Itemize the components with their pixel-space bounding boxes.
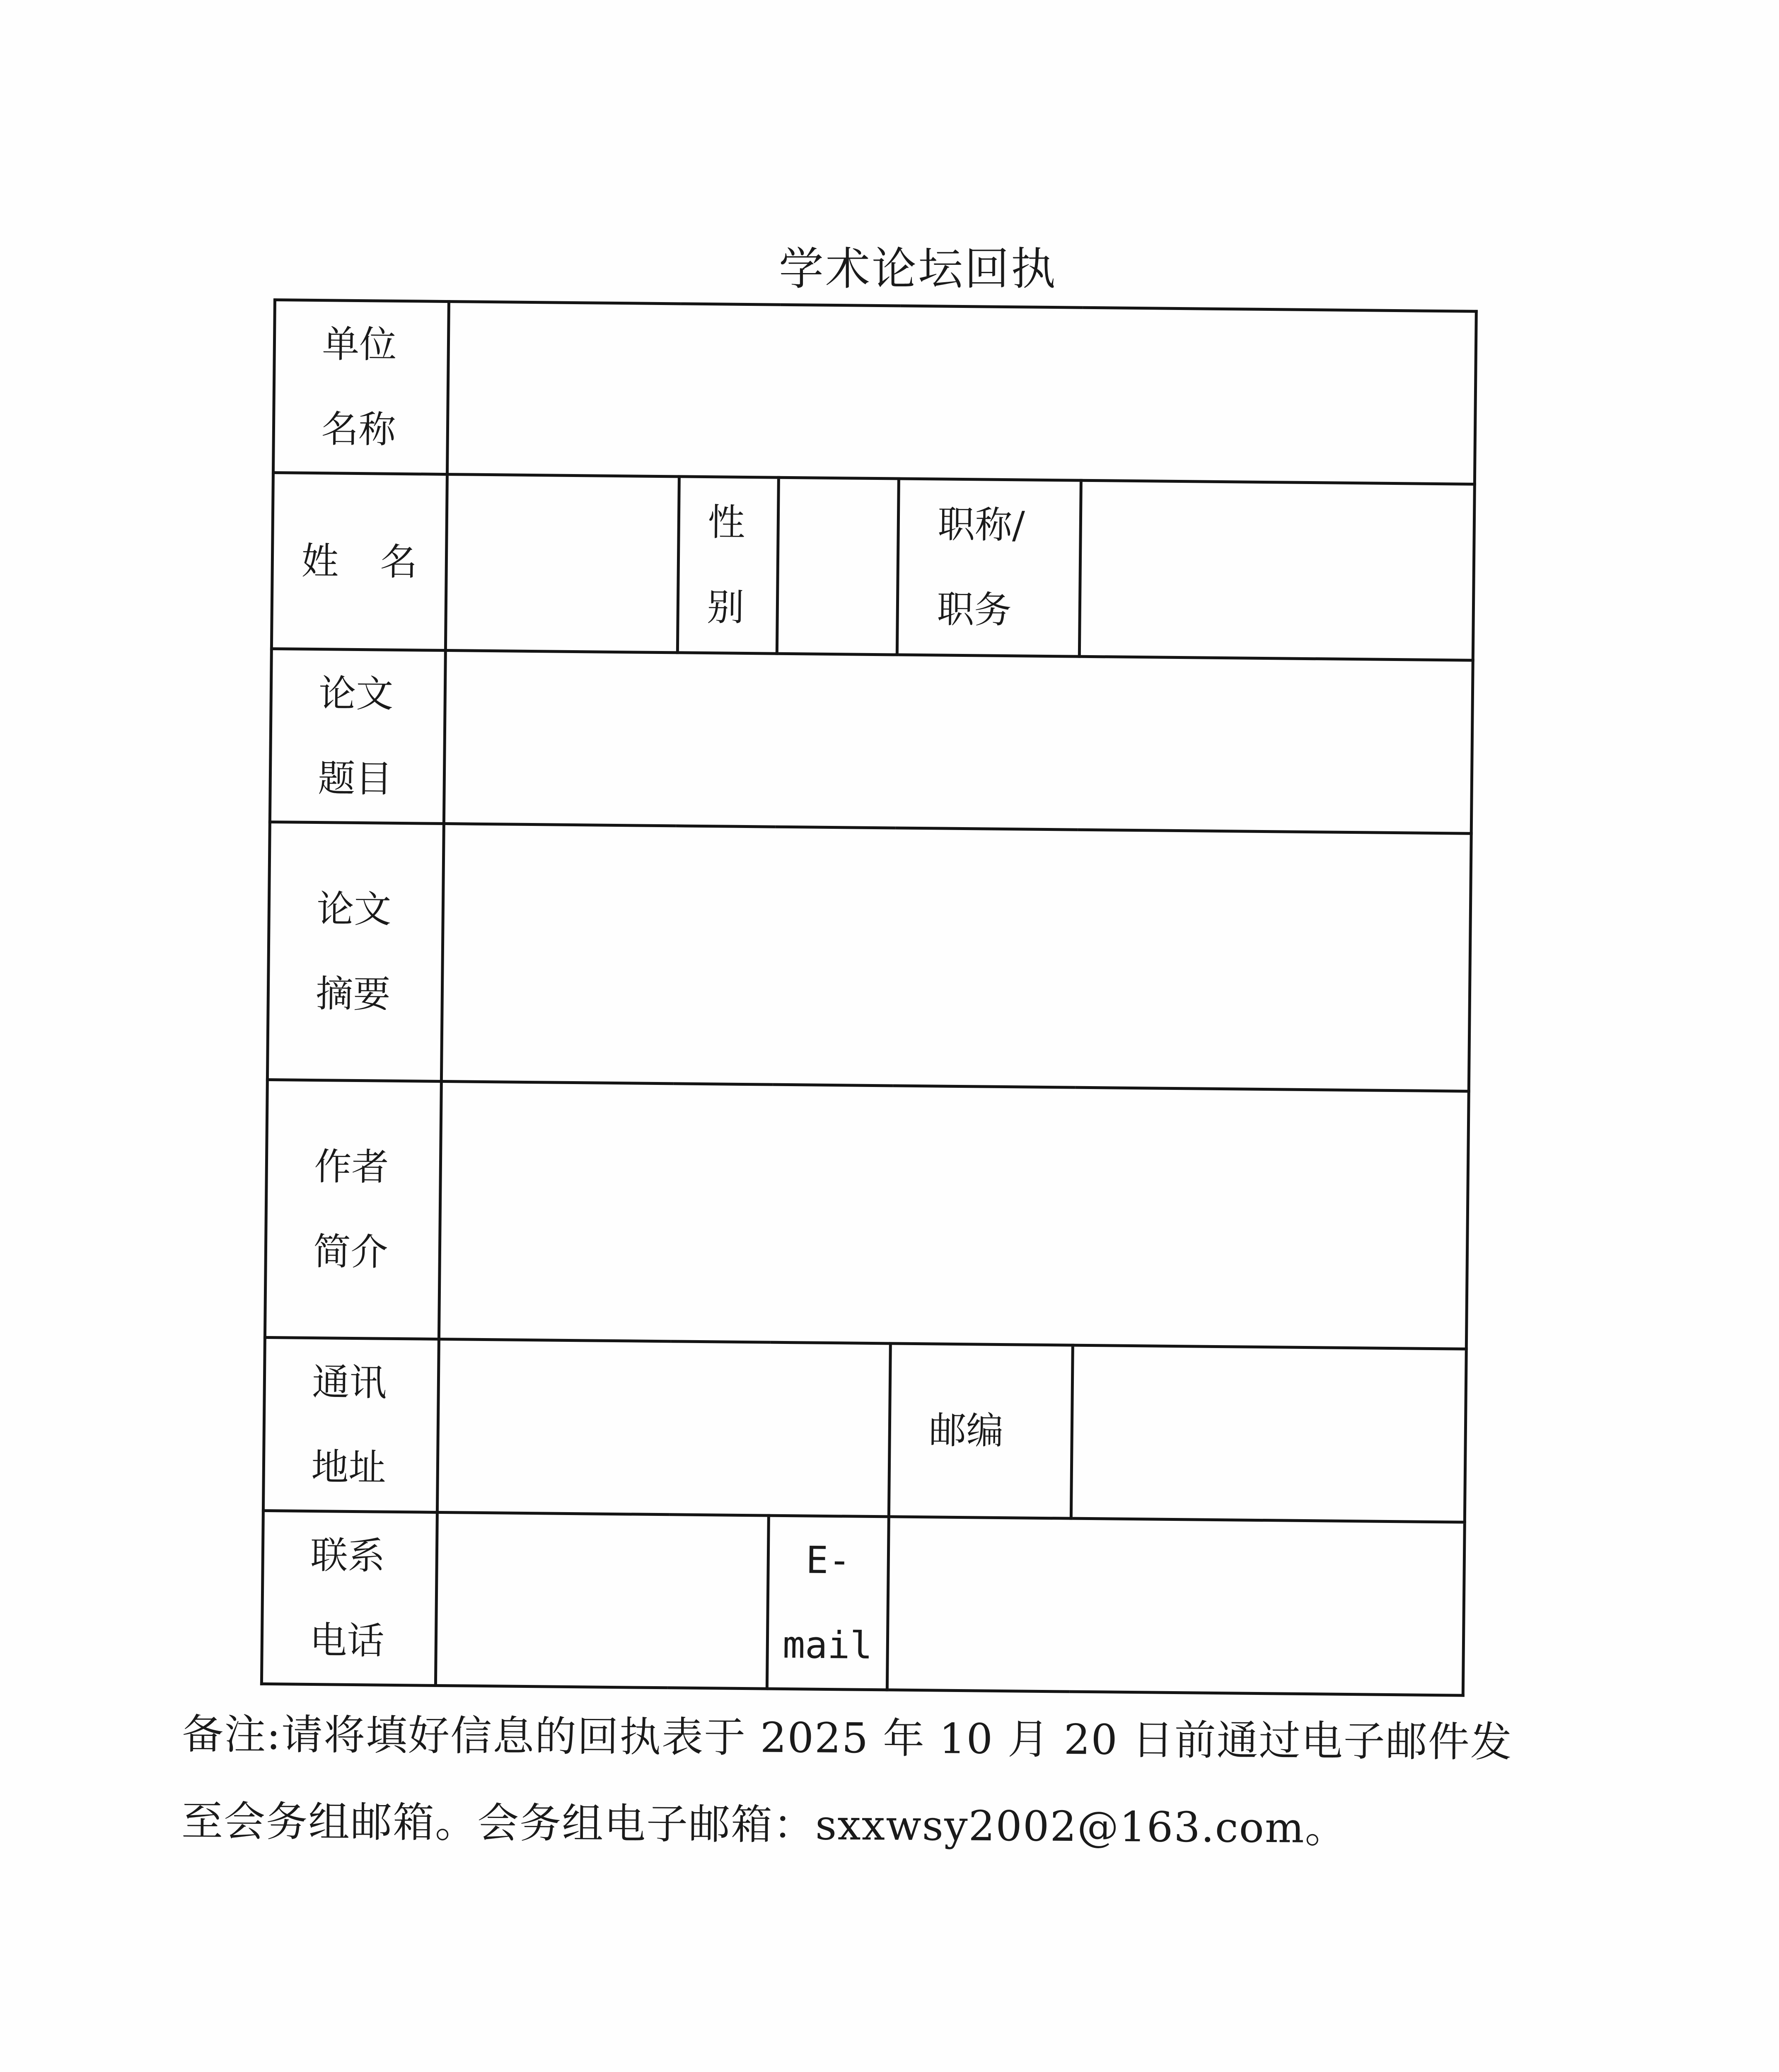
gender-label-cell	[677, 477, 778, 654]
abstract-label-cell	[267, 822, 444, 1081]
bio-label: 作者简介	[313, 1145, 389, 1274]
gender-label: 性别	[706, 501, 745, 629]
job-title-label-cell	[897, 479, 1081, 656]
name-label-cell	[271, 473, 447, 651]
row-abstract	[267, 822, 1471, 1091]
name-label: 姓 名	[301, 539, 418, 584]
row-phone	[261, 1510, 1465, 1695]
row-unit	[273, 300, 1476, 484]
unit-input-cell[interactable]	[447, 302, 1476, 484]
footnote	[181, 1691, 1549, 1873]
phone-label: 联系电话	[309, 1533, 385, 1663]
phone-label-cell	[261, 1510, 437, 1685]
unit-label: 单位名称	[321, 322, 397, 452]
address-label: 通讯地址	[311, 1360, 387, 1490]
paper-title-label: 论文题目	[317, 671, 394, 801]
address-input-cell[interactable]	[437, 1339, 890, 1516]
abstract-label: 论文摘要	[315, 887, 392, 1017]
postcode-label-cell	[889, 1343, 1073, 1518]
postcode-label: 邮编	[928, 1409, 1004, 1453]
job-title-label: 职称/职务	[936, 503, 1025, 632]
gender-input-cell[interactable]	[777, 477, 899, 655]
paper-title-input-cell[interactable]	[444, 651, 1473, 834]
unit-label-cell	[273, 300, 449, 474]
form-title: 学术论坛回执	[779, 243, 1058, 295]
name-input-cell[interactable]	[445, 474, 679, 653]
paper-title-label-cell	[270, 649, 445, 823]
email-label: E-mail	[782, 1538, 873, 1668]
bio-label-cell	[265, 1080, 441, 1339]
footnote-prefix: 备注:	[182, 1709, 282, 1759]
abstract-input-cell[interactable]	[441, 824, 1471, 1092]
job-title-input-cell[interactable]	[1079, 480, 1474, 660]
address-label-cell	[263, 1337, 439, 1512]
row-name	[271, 473, 1474, 661]
email-input-cell[interactable]	[887, 1517, 1465, 1695]
postcode-input-cell[interactable]	[1071, 1345, 1466, 1522]
row-address	[263, 1337, 1466, 1522]
row-bio	[265, 1080, 1469, 1349]
email-label-cell	[767, 1515, 889, 1690]
receipt-table-wrapper	[260, 298, 1478, 1697]
row-paper-title	[270, 649, 1473, 833]
footnote-text: 请将填好信息的回执表于 2025 年 10 月 20 日前通过电子邮件发至会务组邮箱。会务组电子邮箱：sxxwsy2002@163.com。	[181, 1710, 1513, 1853]
bio-input-cell[interactable]	[439, 1081, 1469, 1349]
receipt-table	[260, 298, 1478, 1697]
phone-input-cell[interactable]	[435, 1512, 769, 1689]
